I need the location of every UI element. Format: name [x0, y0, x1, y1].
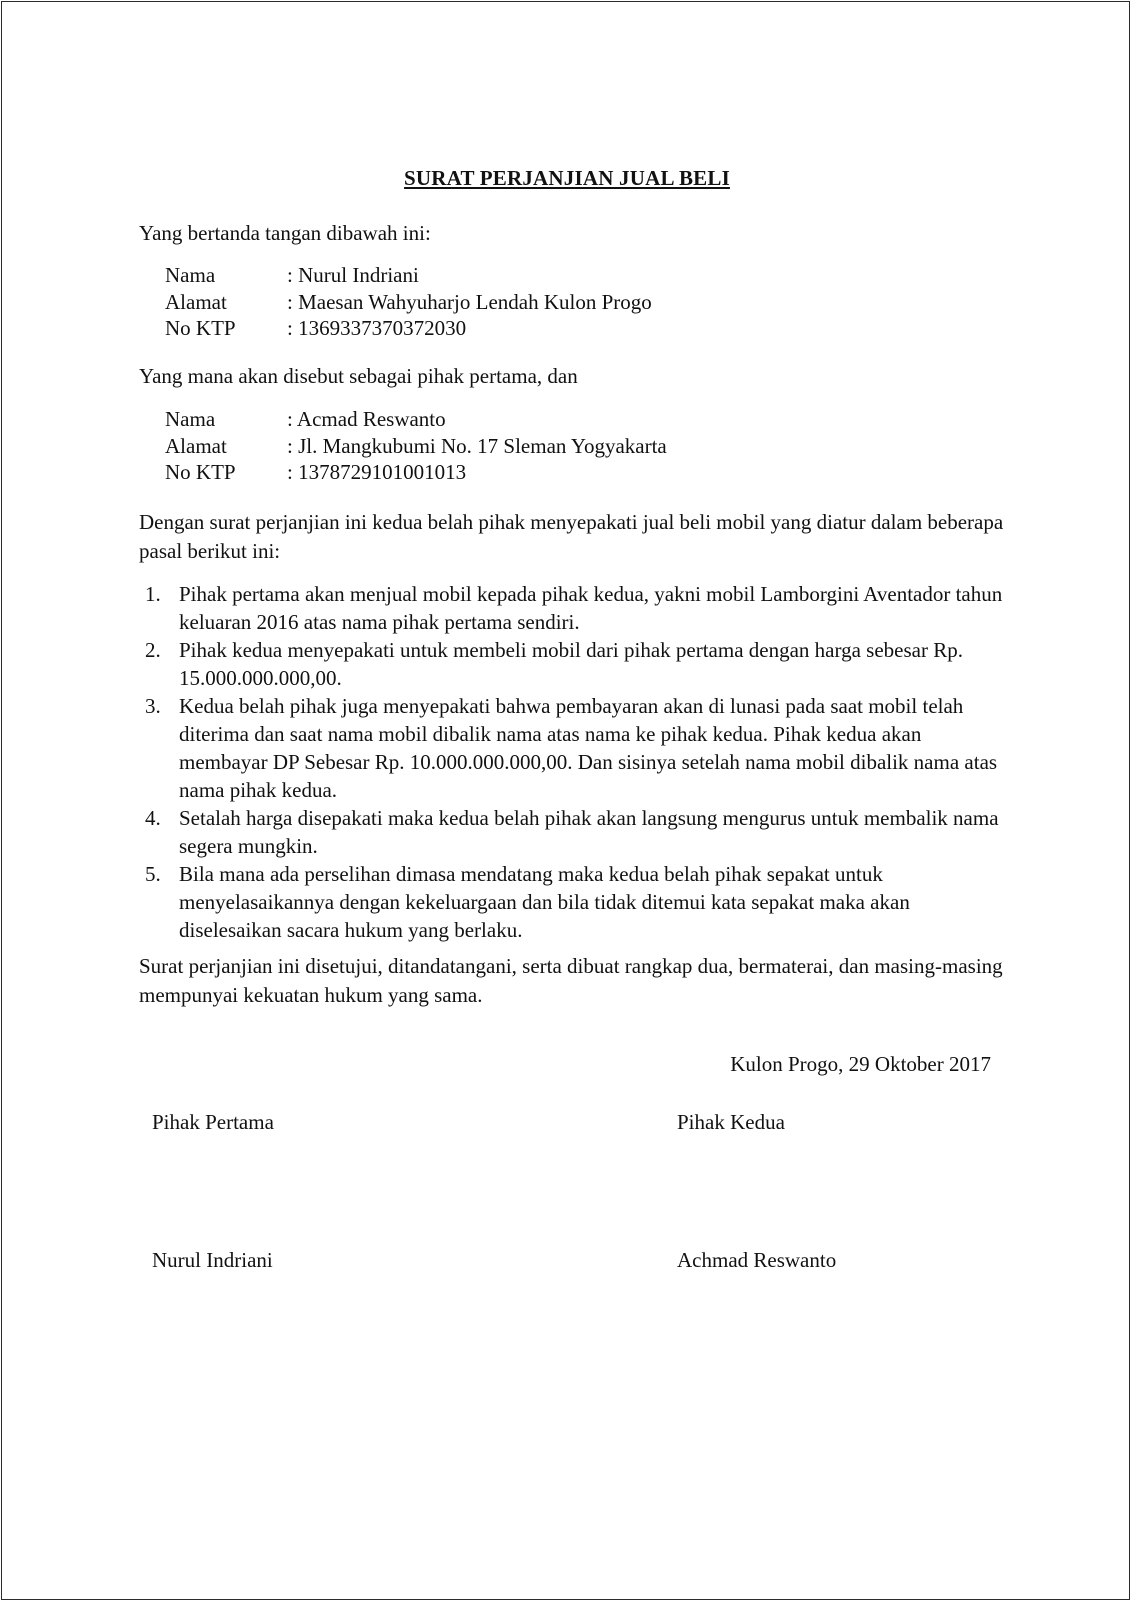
party1-address-row — [165, 289, 652, 316]
clause-item — [139, 580, 1009, 636]
signature-left-name: Nurul Indriani — [152, 1248, 273, 1272]
between-text: Yang mana akan disebut sebagai pihak pertama, dan — [139, 364, 578, 388]
clause-number: 1. — [145, 582, 161, 606]
clause-text: Pihak kedua menyepakati untuk membeli mobil dari pihak pertama dengan harga sebesar Rp. 15.000.000.000,00. — [179, 638, 963, 690]
signature-right-role: Pihak Kedua — [677, 1110, 785, 1134]
clause-list — [139, 580, 1009, 944]
party1-address-label: Alamat — [165, 289, 227, 314]
agreement-intro-text: Dengan surat perjanjian ini kedua belah pihak menyepakati jual beli mobil yang diatur dalam beberapa pasal berikut ini: — [139, 510, 1004, 563]
party2-ktp-value: : 1378729101001013 — [287, 460, 467, 484]
party2-ktp-row — [165, 459, 667, 486]
intro-text: Yang bertanda tangan dibawah ini: — [139, 221, 431, 245]
party1-ktp-value: : 1369337370372030 — [287, 316, 467, 340]
clause-number: 4. — [145, 806, 161, 830]
party1-identity — [165, 262, 652, 342]
clause-text: Bila mana ada perselihan dimasa mendatang maka kedua belah pihak sepakat untuk menyelasaikannya dengan kekeluargaan dan bila tidak ditemui kata sepakat maka akan diselesaikan sacara hukum yang berlaku. — [179, 862, 910, 942]
clause-number: 5. — [145, 862, 161, 886]
clause-text: Pihak pertama akan menjual mobil kepada pihak kedua, yakni mobil Lamborgini Aventador tahun keluaran 2016 atas nama pihak pertama sendiri. — [179, 582, 1003, 634]
party1-name-value: : Nurul Indriani — [287, 263, 419, 287]
party2-name-label: Nama — [165, 407, 216, 431]
clause-item — [139, 692, 1009, 804]
party1-address-value: : Maesan Wahyuharjo Lendah Kulon Progo — [287, 289, 652, 314]
signature-right-name: Achmad Reswanto — [677, 1248, 837, 1272]
party1-name-label: Nama — [165, 263, 216, 287]
clause-item — [139, 804, 1009, 860]
clause-text: Setalah harga disepakati maka kedua belah pihak akan langsung mengurus untuk membalik nama segera mungkin. — [179, 806, 999, 858]
clause-item — [139, 636, 1009, 692]
party1-ktp-row — [165, 315, 652, 342]
clause-number: 3. — [145, 694, 161, 718]
document-title: SURAT PERJANJIAN JUAL BELI — [404, 166, 730, 190]
party2-address-label: Alamat — [165, 433, 227, 458]
party2-ktp-label: No KTP — [165, 460, 236, 484]
clause-item — [139, 860, 1009, 944]
party2-identity — [165, 406, 667, 486]
closing-text: Surat perjanjian ini disetujui, ditandatangani, serta dibuat rangkap dua, bermaterai, dan masing-masing mempunyai kekuatan hukum yang sama. — [139, 954, 1003, 1007]
party2-address-row — [165, 433, 667, 460]
signature-left-role: Pihak Pertama — [152, 1110, 274, 1134]
party2-address-value: : Jl. Mangkubumi No. 17 Sleman Yogyakarta — [287, 433, 667, 458]
place-date: Kulon Progo, 29 Oktober 2017 — [730, 1052, 991, 1076]
party2-name-row — [165, 406, 667, 433]
clause-number: 2. — [145, 638, 161, 662]
party2-name-value: : Acmad Reswanto — [287, 407, 446, 431]
party1-ktp-label: No KTP — [165, 316, 236, 340]
clause-text: Kedua belah pihak juga menyepakati bahwa pembayaran akan di lunasi pada saat mobil telah diterima dan saat nama mobil dibalik nama atas nama ke pihak kedua. Pihak kedua akan membayar DP Sebesar Rp. 10.000.000.000,00. Dan sisinya setelah nama mobil dibalik nama atas nama pihak kedua. — [179, 694, 998, 802]
party1-name-row — [165, 262, 652, 289]
